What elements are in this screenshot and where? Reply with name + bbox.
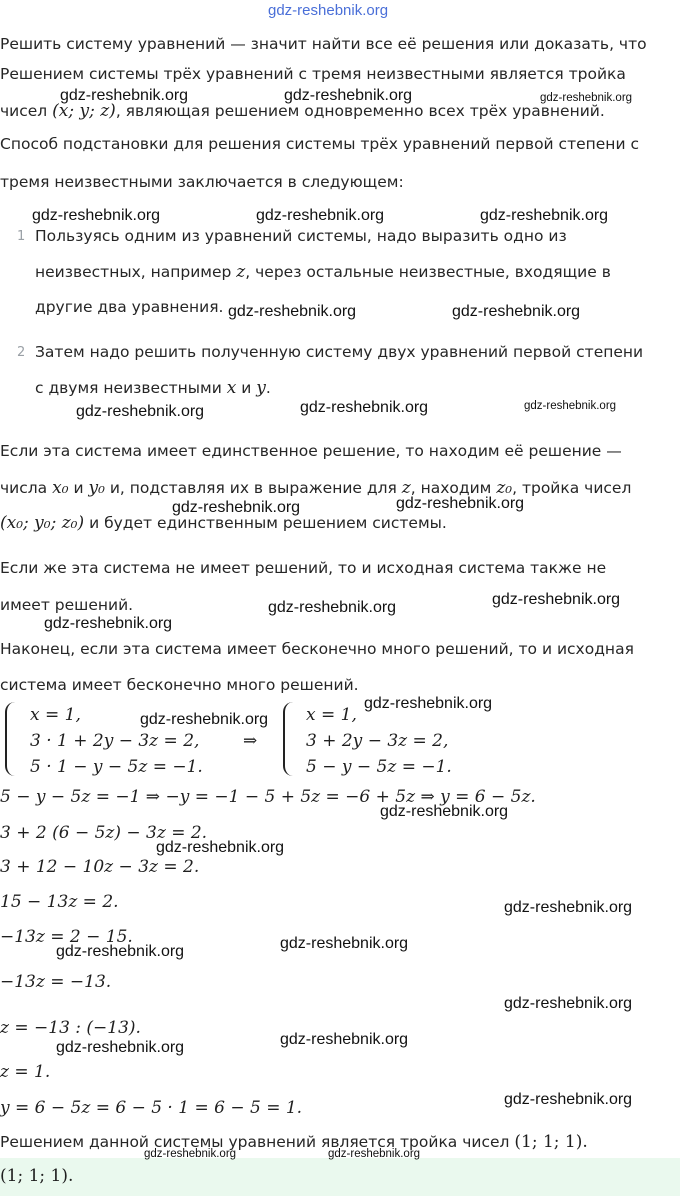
intro-triple-math: (x; y; z) <box>52 101 116 121</box>
left-system-eq-1: x = 1, <box>30 705 81 725</box>
answer-value: (1; 1; 1). <box>0 1166 74 1186</box>
watermark: gdz-reshebnik.org <box>396 495 525 512</box>
unique-text-d: , тройка чисел <box>512 479 632 497</box>
conclusion-line <box>0 1132 588 1152</box>
step-2-line-1: Затем надо решить полученную систему двух уравнений первой степени <box>35 343 644 361</box>
watermark: gdz-reshebnik.org <box>328 1148 421 1160</box>
watermark: gdz-reshebnik.org <box>280 1031 409 1048</box>
step-1-line-3: другие два уравнения. <box>35 298 224 316</box>
watermark: gdz-reshebnik.org <box>504 995 633 1012</box>
step-2-text-a: с двумя неизвестными <box>35 379 222 397</box>
step-2-line-2 <box>35 378 271 398</box>
right-system-eq-1: x = 1, <box>306 705 357 725</box>
watermark: gdz-reshebnik.org <box>524 400 617 412</box>
conclusion-triple: (1; 1; 1). <box>514 1132 588 1152</box>
watermark: gdz-reshebnik.org <box>60 87 189 104</box>
step-1-line-1: Пользуясь одним из уравнений системы, надо выразить одно из <box>35 227 567 245</box>
step-2-dot: . <box>265 379 271 397</box>
watermark: gdz-reshebnik.org <box>364 695 493 712</box>
watermark: gdz-reshebnik.org <box>452 303 581 320</box>
conclusion-text: Решением данной системы уравнений является тройка чисел <box>0 1133 510 1151</box>
watermark: gdz-reshebnik.org <box>32 207 161 224</box>
unique-text-b: и, подставляя их в выражение для <box>109 479 397 497</box>
intro-line-2: Решением системы трёх уравнений с тремя неизвестными является тройка <box>0 65 626 83</box>
solution-line: −13z = 2 − 15. <box>0 927 133 947</box>
unique-text-c: , находим <box>410 479 492 497</box>
solution-line: 3 + 12 − 10z − 3z = 2. <box>0 857 200 877</box>
watermark: gdz-reshebnik.org <box>280 935 409 952</box>
unique-triple-math: (x₀; y₀; z₀) <box>0 513 85 533</box>
watermark: gdz-reshebnik.org <box>140 711 269 728</box>
watermark: gdz-reshebnik.org <box>144 1148 237 1160</box>
solution-line: y = 6 − 5z = 6 − 5 · 1 = 6 − 5 = 1. <box>0 1098 303 1118</box>
watermark: gdz-reshebnik.org <box>228 303 357 320</box>
unique-and: и <box>73 479 84 497</box>
intro-line-3-text-a: чисел <box>0 102 48 120</box>
watermark: gdz-reshebnik.org <box>300 399 429 416</box>
none-line-2: имеет решений. <box>0 596 134 614</box>
intro-line-1: Решить систему уравнений — значит найти все её решения или доказать, что <box>0 35 647 53</box>
left-system-eq-2: 3 · 1 + 2y − 3z = 2, <box>30 731 200 751</box>
unique-var-z0: z₀ <box>496 478 513 498</box>
unique-text-e: и будет единственным решением системы. <box>89 514 447 532</box>
step-2-number: 2 <box>17 345 26 360</box>
step-1-line-2 <box>35 262 611 282</box>
step-1-var-z: z <box>236 262 246 282</box>
watermark: gdz-reshebnik.org <box>480 207 609 224</box>
step-1-number: 1 <box>17 229 26 244</box>
solution-line: z = −13 : (−13). <box>0 1018 141 1038</box>
unique-text-a: числа <box>0 479 48 497</box>
right-system-eq-3: 5 − y − 5z = −1. <box>306 757 452 777</box>
implies-arrow: ⇒ <box>243 731 258 751</box>
watermark: gdz-reshebnik.org <box>56 1039 185 1056</box>
step-2-and: и <box>241 379 252 397</box>
unique-var-z: z <box>401 478 411 498</box>
watermark: gdz-reshebnik.org <box>156 839 285 856</box>
solution-line: 15 − 13z = 2. <box>0 892 119 912</box>
right-system-brace <box>283 702 295 776</box>
watermark: gdz-reshebnik.org <box>504 899 633 916</box>
watermark: gdz-reshebnik.org <box>256 207 385 224</box>
unique-var-y0: y₀ <box>88 478 105 498</box>
watermark: gdz-reshebnik.org <box>76 403 205 420</box>
intro-line-3-text-b: , являющая решением одновременно всех трёх уравнений. <box>115 102 605 120</box>
watermark: gdz-reshebnik.org <box>44 615 173 632</box>
step-2-var-x: x <box>226 378 237 398</box>
header-site-link[interactable]: gdz-reshebnik.org <box>268 2 389 19</box>
inf-line-1: Наконец, если эта система имеет бесконечно много решений, то и исходная <box>0 640 634 658</box>
intro-line-4: Способ подстановки для решения системы трёх уравнений первой степени с <box>0 135 639 153</box>
watermark: gdz-reshebnik.org <box>380 803 509 820</box>
watermark: gdz-reshebnik.org <box>540 92 633 104</box>
solution-line: 5 − y − 5z = −1 ⇒ −y = −1 − 5 + 5z = −6 + 5z ⇒ y = 6 − 5z. <box>0 787 536 807</box>
solution-line: 3 + 2 (6 − 5z) − 3z = 2. <box>0 823 208 843</box>
step-1-text-b: , через остальные неизвестные, входящие в <box>245 263 611 281</box>
answer-box <box>0 1158 680 1196</box>
watermark: gdz-reshebnik.org <box>504 1091 633 1108</box>
left-system-eq-3: 5 · 1 − y − 5z = −1. <box>30 757 203 777</box>
watermark: gdz-reshebnik.org <box>172 499 301 516</box>
watermark: gdz-reshebnik.org <box>56 943 185 960</box>
none-line-1: Если же эта система не имеет решений, то и исходная система также не <box>0 559 607 577</box>
watermark: gdz-reshebnik.org <box>284 87 413 104</box>
intro-line-5: тремя неизвестными заключается в следующем: <box>0 173 404 191</box>
right-system-eq-2: 3 + 2y − 3z = 2, <box>306 731 449 751</box>
left-system-brace <box>5 702 17 776</box>
solution-line: z = 1. <box>0 1062 51 1082</box>
inf-line-2: система имеет бесконечно много решений. <box>0 676 359 694</box>
unique-var-x0: x₀ <box>52 478 69 498</box>
step-1-text-a: неизвестных, например <box>35 263 232 281</box>
watermark: gdz-reshebnik.org <box>268 599 397 616</box>
solution-line: −13z = −13. <box>0 972 112 992</box>
unique-line-2 <box>0 478 631 498</box>
watermark: gdz-reshebnik.org <box>492 591 621 608</box>
step-2-var-y: y <box>256 378 266 398</box>
unique-line-1: Если эта система имеет единственное решение, то находим её решение — <box>0 442 622 460</box>
